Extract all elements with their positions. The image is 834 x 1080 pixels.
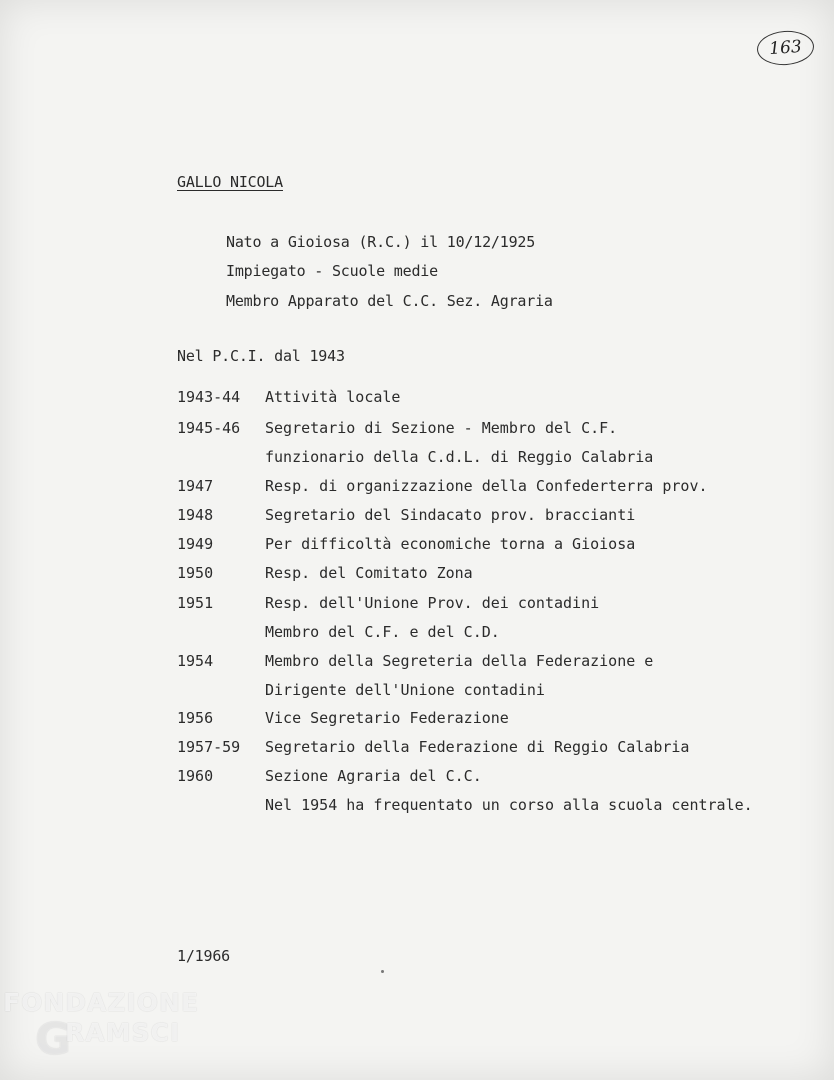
timeline-entry: Per difficoltà economiche torna a Gioiosa xyxy=(265,535,636,553)
timeline-entry: Segretario del Sindacato prov. braccianti xyxy=(265,506,636,524)
timeline-year: 1950 xyxy=(177,564,214,582)
occupation-info: Impiegato - Scuole medie xyxy=(226,262,438,280)
watermark-line1: FONDAZIONE xyxy=(3,988,200,1017)
timeline-year: 1954 xyxy=(177,652,214,670)
timeline-year: 1957-59 xyxy=(177,738,241,756)
timeline-entry: Membro del C.F. e del C.D. xyxy=(265,623,500,641)
timeline-entry: Segretario della Federazione di Reggio Calabria xyxy=(265,738,690,756)
timeline-entry: Resp. di organizzazione della Confederterra prov. xyxy=(265,477,708,495)
timeline-entry: Resp. del Comitato Zona xyxy=(265,564,473,582)
timeline-entry: Segretario di Sezione - Membro del C.F. xyxy=(265,419,618,437)
timeline-year: 1943-44 xyxy=(177,388,241,406)
timeline-year: 1949 xyxy=(177,535,214,553)
document-title: GALLO NICOLA xyxy=(177,173,283,191)
party-membership: Nel P.C.I. dal 1943 xyxy=(177,347,345,365)
timeline-year: 1956 xyxy=(177,709,214,727)
timeline-year: 1951 xyxy=(177,594,214,612)
role-info: Membro Apparato del C.C. Sez. Agraria xyxy=(226,292,553,310)
timeline-entry: funzionario della C.d.L. di Reggio Calabria xyxy=(265,448,654,466)
watermark-logo-letter: G xyxy=(35,1014,72,1065)
timeline-entry: Vice Segretario Federazione xyxy=(265,709,509,727)
timeline-year: 1947 xyxy=(177,477,214,495)
timeline-entry: Attività locale xyxy=(265,388,401,406)
page-number-stamp xyxy=(756,29,815,67)
ink-speck xyxy=(381,970,384,973)
timeline-year: 1960 xyxy=(177,767,214,785)
timeline-year: 1948 xyxy=(177,506,214,524)
timeline-year: 1945-46 xyxy=(177,419,241,437)
page-number: 163 xyxy=(768,36,803,60)
timeline-entry: Resp. dell'Unione Prov. dei contadini xyxy=(265,594,600,612)
timeline-entry: Membro della Segreteria della Federazione e xyxy=(265,652,654,670)
watermark-line2: RAMSCI xyxy=(65,1018,181,1047)
timeline-entry: Nel 1954 ha frequentato un corso alla scuola centrale. xyxy=(265,796,753,814)
birth-info: Nato a Gioiosa (R.C.) il 10/12/1925 xyxy=(226,233,536,251)
fondazione-gramsci-watermark xyxy=(3,988,213,1068)
timeline-entry: Sezione Agraria del C.C. xyxy=(265,767,482,785)
document-date: 1/1966 xyxy=(177,947,230,965)
timeline-entry: Dirigente dell'Unione contadini xyxy=(265,681,545,699)
